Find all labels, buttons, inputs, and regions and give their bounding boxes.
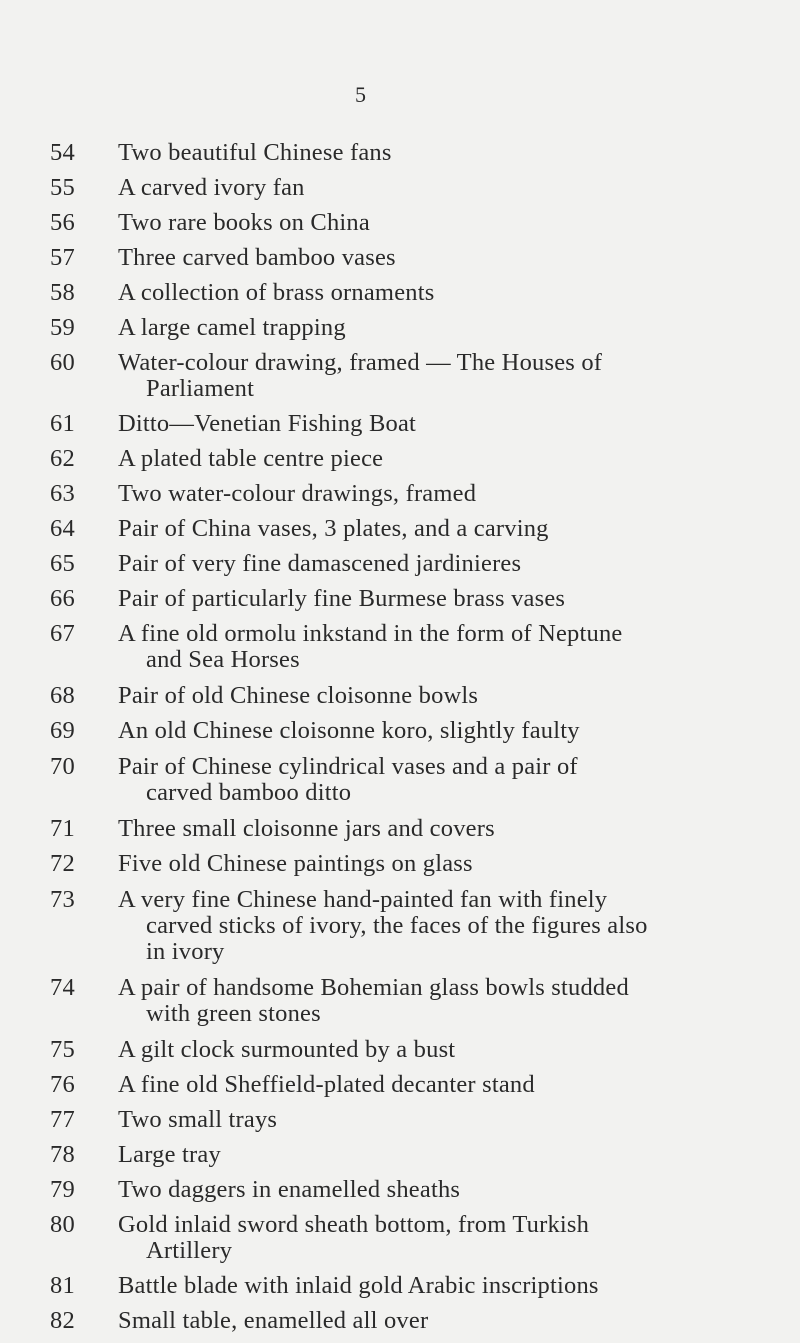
lot-description	[118, 816, 790, 842]
lot-description-line: Two small trays	[118, 1106, 278, 1133]
lot-description-line: carved sticks of ivory, the faces of the figures also	[146, 912, 648, 939]
lot-item	[50, 816, 790, 842]
lot-item	[50, 683, 790, 709]
lot-description	[118, 718, 790, 744]
lot-item	[50, 175, 790, 201]
lot-description	[118, 683, 790, 709]
lot-item	[50, 586, 790, 612]
lot-description-line: Pair of Chinese cylindrical vases and a pair of	[118, 753, 578, 780]
lot-description	[118, 175, 790, 201]
lot-number: 67	[50, 620, 75, 647]
lot-item	[50, 1037, 790, 1063]
lot-description	[118, 1308, 790, 1334]
lot-description	[118, 621, 790, 673]
lot-description-line: Pair of China vases, 3 plates, and a carving	[118, 515, 549, 542]
lot-description-line: Two water-colour drawings, framed	[118, 480, 477, 507]
lot-item	[50, 280, 790, 306]
lot-description	[118, 481, 790, 507]
lot-number: 59	[50, 314, 75, 341]
lot-description-line: Artillery	[146, 1237, 233, 1264]
lot-description	[118, 1177, 790, 1203]
lot-description-line: Two rare books on China	[118, 209, 370, 236]
lot-number: 66	[50, 585, 75, 612]
lot-description-line: Three carved bamboo vases	[118, 244, 396, 271]
lot-item	[50, 851, 790, 877]
lot-description-line: A carved ivory fan	[118, 174, 305, 201]
lot-item	[50, 551, 790, 577]
lot-item	[50, 1212, 790, 1264]
lot-description	[118, 754, 790, 806]
lot-item	[50, 975, 790, 1027]
lot-number: 64	[50, 515, 75, 542]
lot-number: 61	[50, 410, 75, 437]
lot-description-line: Large tray	[118, 1141, 221, 1168]
lot-number: 80	[50, 1211, 75, 1238]
lot-item	[50, 350, 790, 402]
lot-item	[50, 210, 790, 236]
lot-description-line: Ditto—Venetian Fishing Boat	[118, 410, 417, 437]
lot-item	[50, 1142, 790, 1168]
lot-description	[118, 140, 790, 166]
lot-description-line: Water-colour drawing, framed — The Houses of	[118, 349, 603, 376]
lot-description	[118, 1107, 790, 1133]
lot-number: 56	[50, 209, 75, 236]
lot-description-line: Parliament	[146, 375, 255, 402]
lot-number: 79	[50, 1176, 75, 1203]
lot-description-line: A very fine Chinese hand-painted fan with finely	[118, 886, 608, 913]
lot-description	[118, 210, 790, 236]
lot-item	[50, 446, 790, 472]
lot-item	[50, 1107, 790, 1133]
lot-description-line: Five old Chinese paintings on glass	[118, 850, 473, 877]
lot-number: 63	[50, 480, 75, 507]
lot-description	[118, 1072, 790, 1098]
lot-description-line: Two daggers in enamelled sheaths	[118, 1176, 461, 1203]
lot-list	[50, 140, 790, 1343]
page-number: 5	[355, 82, 366, 107]
lot-number: 57	[50, 244, 75, 271]
lot-description	[118, 975, 790, 1027]
lot-item	[50, 481, 790, 507]
lot-description-line: A pair of handsome Bohemian glass bowls studded	[118, 974, 629, 1001]
lot-item	[50, 1072, 790, 1098]
lot-description-line: Pair of old Chinese cloisonne bowls	[118, 682, 479, 709]
lot-description-line: carved bamboo ditto	[146, 779, 352, 806]
lot-description-line: Three small cloisonne jars and covers	[118, 815, 495, 842]
lot-item	[50, 516, 790, 542]
lot-description	[118, 1142, 790, 1168]
lot-number: 72	[50, 850, 75, 877]
lot-description	[118, 1273, 790, 1299]
lot-description-line: A gilt clock surmounted by a bust	[118, 1036, 456, 1063]
lot-item	[50, 1308, 790, 1334]
lot-number: 62	[50, 445, 75, 472]
lot-description	[118, 851, 790, 877]
lot-description-line: Pair of very fine damascened jardinieres	[118, 550, 522, 577]
lot-item	[50, 1177, 790, 1203]
lot-description	[118, 887, 790, 965]
lot-number: 75	[50, 1036, 75, 1063]
lot-description-line: Gold inlaid sword sheath bottom, from Turkish	[118, 1211, 590, 1238]
lot-description-line: with green stones	[146, 1000, 321, 1027]
lot-description-line: Pair of particularly fine Burmese brass vases	[118, 585, 566, 612]
lot-number: 70	[50, 753, 75, 780]
lot-description-line: A collection of brass ornaments	[118, 279, 435, 306]
lot-number: 77	[50, 1106, 75, 1133]
lot-number: 60	[50, 349, 75, 376]
lot-item	[50, 1273, 790, 1299]
lot-description	[118, 245, 790, 271]
lot-description	[118, 411, 790, 437]
lot-description-line: in ivory	[146, 938, 225, 965]
lot-description-line: A large camel trapping	[118, 314, 346, 341]
lot-number: 71	[50, 815, 75, 842]
lot-item	[50, 315, 790, 341]
lot-description	[118, 446, 790, 472]
lot-number: 68	[50, 682, 75, 709]
lot-item	[50, 411, 790, 437]
lot-item	[50, 245, 790, 271]
lot-description-line: Battle blade with inlaid gold Arabic inscriptions	[118, 1272, 599, 1299]
lot-number: 54	[50, 139, 75, 166]
lot-description-line: A fine old Sheffield-plated decanter stand	[118, 1071, 535, 1098]
lot-number: 82	[50, 1307, 75, 1334]
lot-description	[118, 586, 790, 612]
lot-item	[50, 887, 790, 965]
lot-number: 76	[50, 1071, 75, 1098]
lot-description-line: A plated table centre piece	[118, 445, 384, 472]
lot-description-line: Two beautiful Chinese fans	[118, 139, 392, 166]
lot-description-line: An old Chinese cloisonne koro, slightly faulty	[118, 717, 580, 744]
lot-description	[118, 1037, 790, 1063]
lot-item	[50, 718, 790, 744]
lot-number: 74	[50, 974, 75, 1001]
lot-number: 58	[50, 279, 75, 306]
lot-number: 55	[50, 174, 75, 201]
lot-description	[118, 350, 790, 402]
lot-item	[50, 140, 790, 166]
lot-number: 65	[50, 550, 75, 577]
lot-description	[118, 315, 790, 341]
lot-item	[50, 754, 790, 806]
lot-description	[118, 551, 790, 577]
lot-description	[118, 280, 790, 306]
lot-number: 78	[50, 1141, 75, 1168]
lot-number: 73	[50, 886, 75, 913]
lot-number: 81	[50, 1272, 75, 1299]
lot-description	[118, 1212, 790, 1264]
lot-number: 69	[50, 717, 75, 744]
lot-item	[50, 621, 790, 673]
lot-description-line: A fine old ormolu inkstand in the form of Neptune	[118, 620, 623, 647]
lot-description-line: and Sea Horses	[146, 646, 300, 673]
lot-description-line: Small table, enamelled all over	[118, 1307, 429, 1334]
lot-description	[118, 516, 790, 542]
